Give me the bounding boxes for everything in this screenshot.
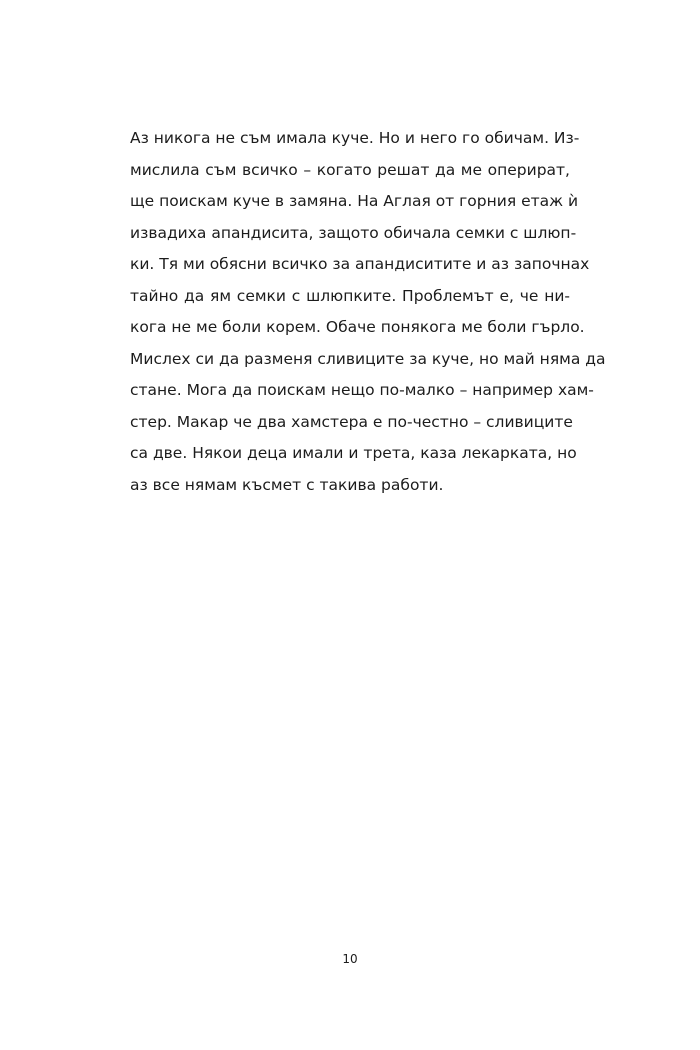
text-line: аз все нямам късмет с такива работи.: [130, 475, 444, 494]
page-number: 10: [342, 952, 358, 966]
text-line: Аз никога не съм имала куче. Но и него го обичам. Из-: [130, 129, 580, 147]
text-line: тайно да ям семки с шлюпките. Проблемът е, че ни-: [130, 286, 570, 305]
text-line: ще поискам куче в замяна. На Аглая от горния етаж ѝ: [130, 192, 579, 210]
text-line: стане. Мога да поискам нещо по-малко – например хам-: [130, 381, 594, 399]
text-line: стер. Макар че два хамстера е по-честно – сливиците: [130, 412, 573, 431]
text-line: Мислех си да разменя сливиците за куче, но май няма да: [130, 349, 606, 368]
text-line: извадиха апандисита, защото обичала семки с шлюп-: [130, 223, 577, 242]
paragraph: [130, 123, 606, 501]
text-line: кога не ме боли корем. Обаче понякога ме боли гърло.: [130, 318, 585, 336]
text-line: са две. Някои деца имали и трета, каза лекарката, но: [130, 444, 577, 462]
text-line: ки. Тя ми обясни всичко за апандиситите и аз започнах: [130, 255, 590, 273]
text-line: мислила съм всичко – когато решат да ме оперират,: [130, 160, 570, 179]
